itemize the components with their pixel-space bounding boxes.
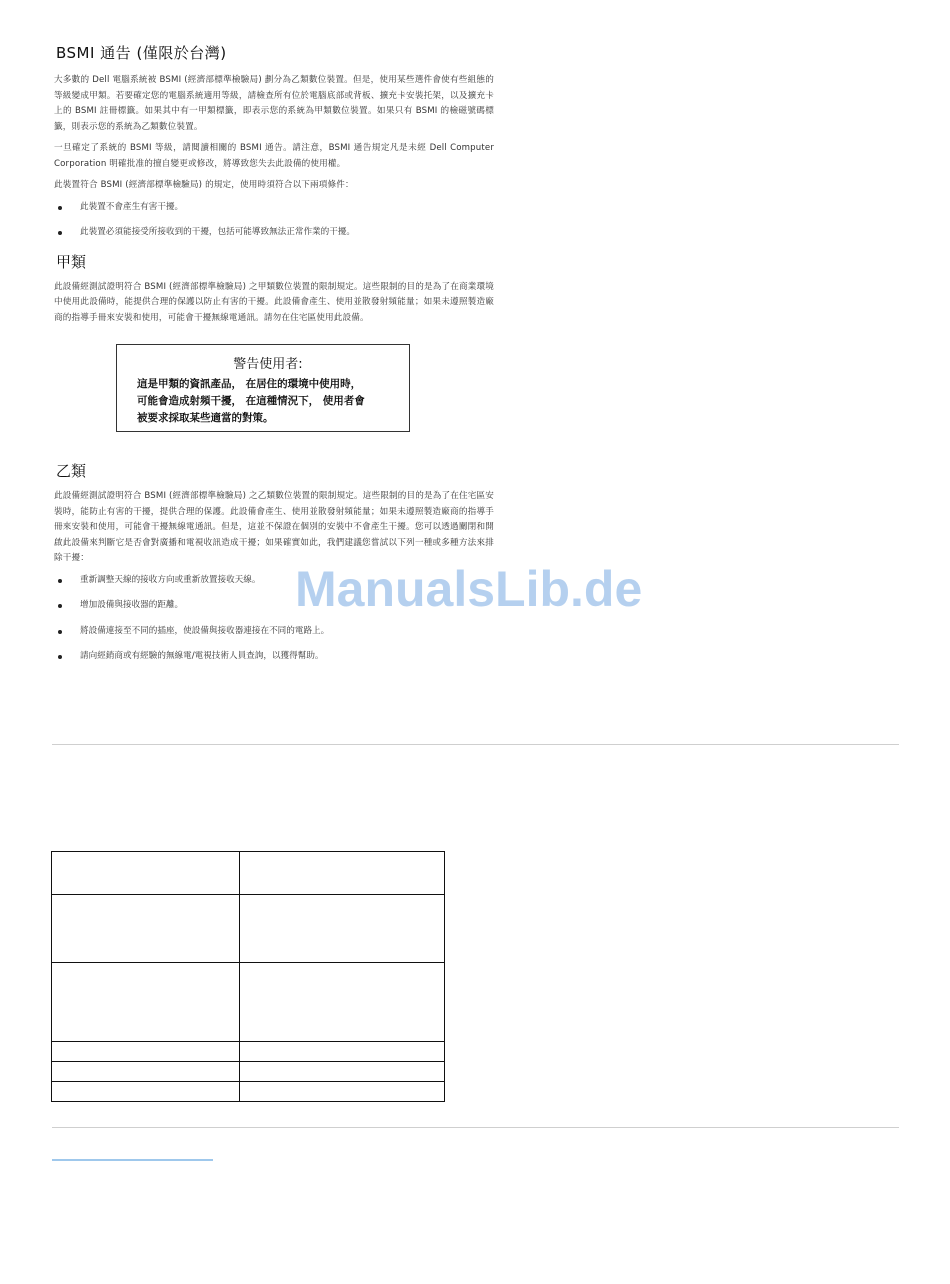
warning-box bbox=[116, 344, 410, 432]
list-item: 增加設備與接收器的距離。 bbox=[54, 598, 494, 614]
info-table bbox=[51, 851, 445, 1102]
intro-paragraph-3: 此裝置符合 BSMI (經濟部標準檢驗局) 的規定，使用時須符合以下兩項條件： bbox=[54, 180, 354, 190]
table-cell bbox=[240, 1062, 445, 1082]
bsmi-scan-image bbox=[54, 42, 494, 675]
table-row bbox=[52, 963, 445, 1042]
class-b-heading: 乙類 bbox=[56, 462, 87, 480]
class-a-heading: 甲類 bbox=[56, 252, 87, 271]
table-row bbox=[52, 852, 445, 895]
table-row bbox=[52, 1062, 445, 1082]
table-cell bbox=[52, 1062, 240, 1082]
list-item: 請向經銷商或有經驗的無線電/電視技術人員查詢，以獲得幫助。 bbox=[54, 649, 494, 665]
warning-title: 警告使用者: bbox=[233, 357, 303, 372]
list-item: 此裝置不會產生有害干擾。 bbox=[54, 200, 494, 216]
bullet-icon bbox=[58, 231, 62, 235]
table-cell bbox=[52, 1042, 240, 1062]
bullet-icon bbox=[58, 579, 62, 583]
table-cell bbox=[240, 895, 445, 963]
warning-line: 這是甲類的資訊產品， 在居住的環境中使用時， bbox=[137, 378, 362, 390]
list-item: 重新調整天線的接收方向或重新放置接收天線。 bbox=[54, 573, 494, 589]
warning-line: 被要求採取某些適當的對策。 bbox=[137, 412, 274, 424]
table-row bbox=[52, 895, 445, 963]
intro-bullet-list bbox=[54, 200, 494, 241]
table-row bbox=[52, 1042, 445, 1062]
table-cell bbox=[52, 895, 240, 963]
table-cell bbox=[240, 852, 445, 895]
table-row bbox=[52, 1082, 445, 1102]
bullet-icon bbox=[58, 630, 62, 634]
section-title: BSMI 通告 (僅限於台灣) bbox=[56, 44, 227, 62]
list-item: 將設備連接至不同的插座，使設備與接收器連接在不同的電路上。 bbox=[54, 624, 494, 640]
back-to-top-link[interactable] bbox=[52, 1159, 213, 1161]
table-cell bbox=[240, 963, 445, 1042]
class-b-bullet-list bbox=[54, 573, 494, 665]
divider bbox=[52, 744, 899, 745]
intro-paragraph-2: 一旦確定了系統的 BSMI 等級，請閱讀相關的 BSMI 通告。請注意，BSMI 通告規定凡是未經 Dell Computer Corporation 明確批准的擅自變更或修改，將導致您失去此設備的使用權。 bbox=[54, 143, 494, 169]
list-item: 此裝置必須能接受所接收到的干擾，包括可能導致無法正常作業的干擾。 bbox=[54, 225, 494, 241]
bullet-icon bbox=[58, 206, 62, 210]
table-cell bbox=[52, 963, 240, 1042]
warning-line: 可能會造成射頻干擾， 在這種情況下， 使用者會 bbox=[137, 395, 365, 407]
class-b-paragraph: 此設備經測試證明符合 BSMI (經濟部標準檢驗局) 之乙類數位裝置的限制規定。這些限制的目的是為了在住宅區安裝時，能防止有害的干擾，提供合理的保護。此設備會產生、使用並散發射頻能量；如果未遵照製造廠商的指導手冊來安裝和使用，可能會干擾無線電通訊。但是，這並不保證在個別的安裝中不會產生干擾。您可以透過關閉和開啟此設備來判斷它是否會對廣播和電視收訊造成干擾；如果確實如此，我們建議您嘗試以下列一種或多種方法來排除干擾： bbox=[54, 491, 494, 563]
table-cell bbox=[52, 1082, 240, 1102]
class-a-paragraph: 此設備經測試證明符合 BSMI (經濟部標準檢驗局) 之甲類數位裝置的限制規定。這些限制的目的是為了在商業環境中使用此設備時，能提供合理的保護以防止有害的干擾。此設備會產生、使用並散發射頻能量；如果未遵照製造廠商的指導手冊來安裝和使用，可能會干擾無線電通訊。請勿在住宅區使用此設備。 bbox=[54, 281, 494, 323]
watermark-logo: ManualsLib.de bbox=[295, 561, 643, 617]
table-cell bbox=[240, 1042, 445, 1062]
table-cell bbox=[52, 852, 240, 895]
divider bbox=[52, 1127, 899, 1128]
bullet-icon bbox=[58, 604, 62, 608]
bullet-icon bbox=[58, 655, 62, 659]
intro-paragraph-1: 大多數的 Dell 電腦系統被 BSMI (經濟部標準檢驗局) 劃分為乙類數位裝置。但是，使用某些選件會使有些組態的等級變成甲類。若要確定您的電腦系統適用等級，請檢查所有位於電腦底部或背板、擴充卡安裝托架，以及擴充卡上的 BSMI 註冊標籤。如果其中有一甲類標籤，即表示您的系統為甲類數位裝置。如果只有 BSMI 的檢磁號碼標籤，則表示您的系統為乙類數位裝置。 bbox=[54, 75, 494, 132]
table-cell bbox=[240, 1082, 445, 1102]
